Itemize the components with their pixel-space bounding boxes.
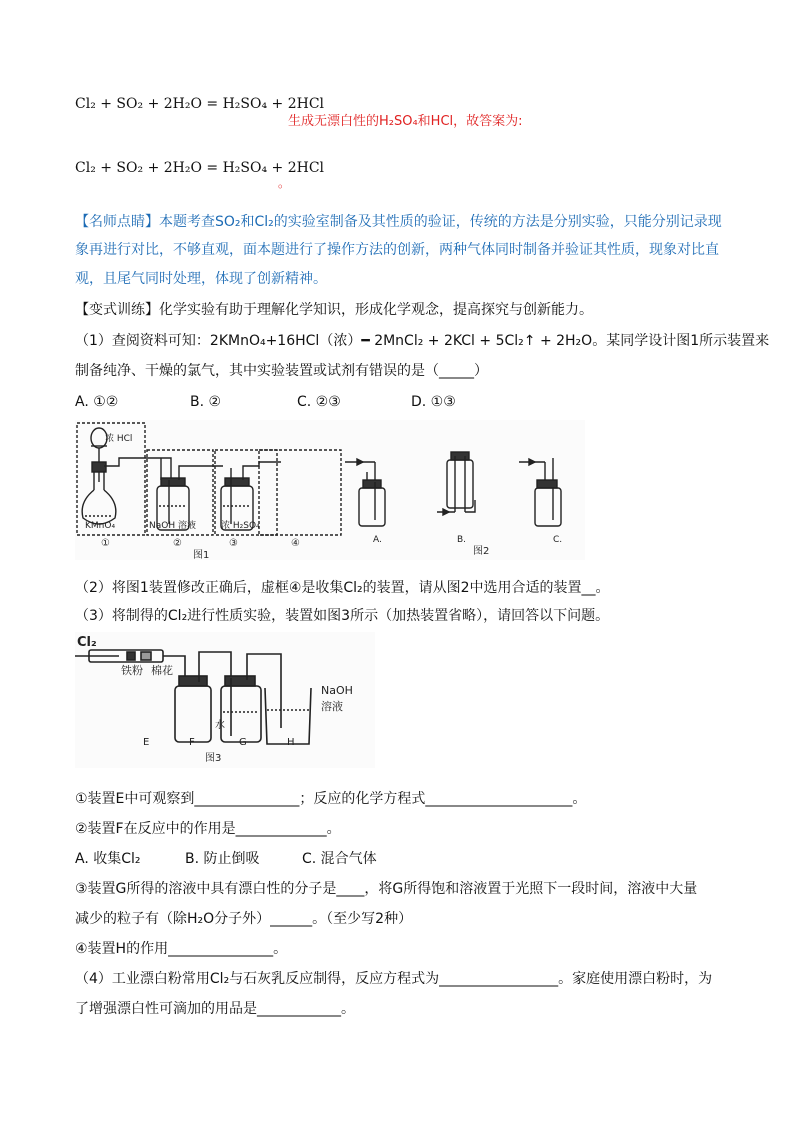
equation-1: Cl₂ + SO₂ + 2H₂O = H₂SO₄ + 2HCl	[75, 96, 325, 112]
option-a: A. ①②	[75, 394, 119, 410]
variant-intro: 【变式训练】化学实验有助于理解化学知识，形成化学观念，提高探究与创新能力。	[75, 302, 593, 318]
label-g: G	[239, 737, 247, 748]
sub-question-3-line-2: 减少的粒子有（除H₂O分子外）______。（至少写2种）	[75, 911, 413, 927]
sub-question-3-line-1: ③装置G所得的溶液中具有漂白性的分子是____，将G所得饱和溶液置于光照下一段时间，溶液中大量	[75, 881, 698, 897]
fig2-a-label: A.	[373, 535, 382, 545]
teacher-tip-line-3: 观，且尾气同时处理，体现了创新精神。	[75, 271, 327, 287]
figure-3-caption: 图3	[205, 753, 222, 764]
naoh-label: NaOH 溶液	[149, 521, 196, 531]
label-1: ①	[101, 538, 110, 549]
kmno4-label: KMnO₄	[85, 521, 116, 531]
answer-note: 生成无漂白性的H₂SO₄和HCl，故答案为:	[288, 114, 523, 129]
fig2-c-label: C.	[553, 535, 563, 545]
figure-1-caption: 图1	[193, 550, 210, 560]
question-4-line-1: （4）工业漂白粉常用Cl₂与石灰乳反应制得，反应方程式为_________________。家庭使用漂白粉时，为	[75, 971, 713, 987]
teacher-tip-line-2: 象再进行对比，不够直观，面本题进行了操作方法的创新，两种气体同时制备并验证其性质，现象对比直	[75, 242, 719, 258]
label-h: H	[287, 737, 295, 748]
label-4: ④	[291, 538, 300, 549]
sub-option-c: C. 混合气体	[302, 851, 377, 867]
figure-3	[75, 632, 375, 768]
teacher-tip-line-1: 【名师点睛】本题考查SO₂和Cl₂的实验室制备及其性质的验证，传统的方法是分别实验，只能分别记录现	[75, 214, 722, 230]
question-1-line-1: （1）查阅资料可知：2KMnO₄+16HCl（浓）━ 2MnCl₂ + 2KCl + 5Cl₂↑ + 2H₂O。某同学设计图1所示装置来	[75, 333, 770, 349]
iron-label: 铁粉	[121, 664, 143, 677]
answer-period: 。	[278, 176, 291, 190]
acid-label: 浓 HCl	[105, 434, 133, 444]
option-c: C. ②③	[297, 394, 341, 410]
sub-question-1: ①装置E中可观察到_______________；反应的化学方程式_____________________。	[75, 791, 587, 807]
sub-option-a: A. 收集Cl₂	[75, 851, 141, 867]
sub-question-4: ④装置H的作用_______________。	[75, 941, 288, 957]
question-1-line-2: 制备纯净、干燥的氯气，其中实验装置或试剂有错误的是（_____）	[75, 363, 488, 379]
sub-question-2: ②装置F在反应中的作用是_____________。	[75, 821, 341, 837]
option-d: D. ①③	[411, 394, 456, 410]
option-b: B. ②	[190, 394, 222, 410]
label-f: F	[189, 737, 195, 748]
figure-2-caption: 图2	[473, 546, 490, 557]
naoh-label: NaOH	[321, 684, 353, 697]
label-e: E	[143, 737, 150, 748]
sub-option-b: B. 防止倒吸	[185, 851, 260, 867]
fig2-b-label: B.	[457, 535, 467, 545]
question-4-line-2: 了增强漂白性可滴加的用品是____________。	[75, 1001, 355, 1017]
label-2: ②	[173, 538, 182, 549]
cl2-label: Cl₂	[77, 635, 97, 650]
figure-1-2	[75, 420, 585, 560]
solution-label: 溶液	[321, 700, 343, 713]
question-3: （3）将制得的Cl₂进行性质实验，装置如图3所示（加热装置省略），请回答以下问题。	[75, 608, 610, 624]
question-2: （2）将图1装置修改正确后，虚框④是收集Cl₂的装置，请从图2中选用合适的装置__。	[75, 580, 610, 596]
cotton-label: 棉花	[151, 664, 173, 677]
label-3: ③	[229, 538, 238, 549]
equation-2: Cl₂ + SO₂ + 2H₂O = H₂SO₄ + 2HCl	[75, 160, 325, 176]
water-label: 水	[215, 720, 225, 731]
h2so4-label: 浓 H₂SO₄	[221, 521, 260, 531]
